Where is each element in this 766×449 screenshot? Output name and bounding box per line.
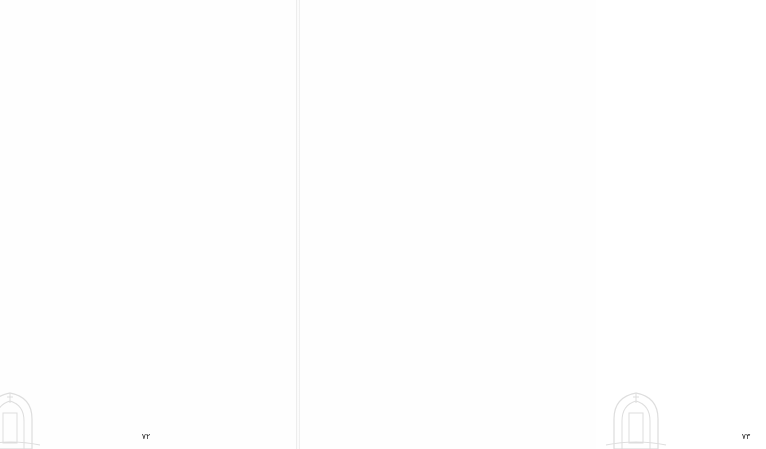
left-page — [0, 0, 296, 449]
mosque-emblem-icon — [602, 389, 666, 449]
right-page — [300, 0, 751, 449]
mosque-emblem-icon — [0, 389, 64, 449]
left-page-text — [16, 10, 274, 14]
page-number: ۷۳ — [741, 432, 751, 441]
page-number: ۷۲ — [141, 432, 151, 441]
